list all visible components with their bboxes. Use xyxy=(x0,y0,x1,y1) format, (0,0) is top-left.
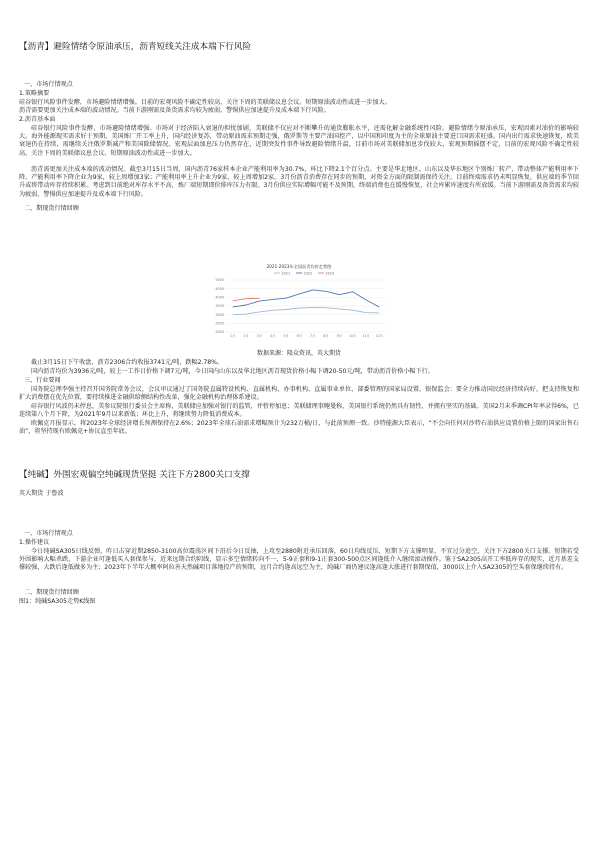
heading-fundamentals: 2.沥青基本面 xyxy=(19,116,56,123)
strategy-paragraph: 硅谷银行风险事件发酵，市场避险情绪增强。目前的宏观风险不确定性较高，关注下周的美联储议息会议。短期原油波动性或进一步加大。 xyxy=(19,99,391,106)
y-tick-label: 3000 xyxy=(215,312,224,317)
chart-legend xyxy=(274,271,334,275)
figure-label: 图1：纯碱SA305走势K线图 xyxy=(19,598,96,605)
x-tick-label: 7月 xyxy=(310,334,316,338)
legend-label: 2023 xyxy=(325,271,335,276)
asphalt-section-title: 【沥青】避险情绪令原油承压，沥青短线关注成本端下行风险 xyxy=(19,42,252,52)
series-line-2023 xyxy=(233,298,260,300)
fundamentals-paragraph: 硅谷银行风险事件发酵，市场避险情绪增强。市场对于经济陷入衰退的担忧加剧，美联储不仅应对不断攀升的通货膨胀水平，还需化解金融系统性风险。避险情绪令原油承压，宏观因素对油价的影响较大。海外能源现实需求好于预期，美国炼厂开工率上升，国内经济复苏，带动原油需求预期走强，俄罗斯等主要产油国控产，以中国和印度为主的全球原油主要进口国需求旺盛。国内出行需求快速恢复，欧美衰退仍在持续，需继续关注俄罗斯减产和美国除储情况。宏观层面加息压力仍然存在，近期突发性事件导致避险情绪升温，目前市场对美联储加息步伐较大，宏观预期摇摆不定，目前的宏观风险不确定性较高，关注下周的美联储议息会议。短期原油波动性或进一步加大。 xyxy=(19,125,579,157)
x-tick-label: 1月 xyxy=(230,334,236,338)
y-tick-label: 2500 xyxy=(215,321,224,326)
heading-market-view: 一、市场行情观点 xyxy=(24,530,73,537)
news-paragraph: 国务院总理李强主持召开国务院常务会议，会议审议通过了国务院直属特设机构、直属机构、办事机构、直属事业单位、部委管理的国家局设置。银保监会：要全力推动国民经济持续向好，把支持恢复和扩大消费摆在优先位置，要持续推进金融供给侧结构性改革，强化金融机构治理体系建设。 xyxy=(19,386,579,402)
chart-source-caption: 数据来源：隆众资讯，英大期货 xyxy=(256,350,341,357)
news-paragraph: 硅谷银行风波仍未停息，美参议院银行委员会主席称，美联储应加强对银行的监管，并暂停加息；美联储理事鲍曼称，美国银行系统仍然具有韧性，并拥有坚实的基础。美国2月未季调CPI年率录得6%，已连续第八个月下降，为2021年9月以来新低；环比上升，将继续努力降低消费成本。 xyxy=(19,403,579,419)
author-line: 英大期货 于鲁波 xyxy=(19,490,64,497)
heading-strategy-summary: 1.策略摘要 xyxy=(19,90,50,97)
x-tick-label: 4月 xyxy=(270,334,276,338)
chart-grid xyxy=(226,280,386,332)
y-tick-label: 4500 xyxy=(215,286,224,291)
legend-label: 2021 xyxy=(281,271,291,276)
review-paragraph: 国内沥青均价为3936元/吨，较上一工作日价格下调7元/吨，今日国内山东以及华北地区沥青现货价格小幅下调20-50元/吨，带动沥青价格小幅下行。 xyxy=(31,368,434,375)
heading-industry-news: 三、行业要闻 xyxy=(24,377,61,384)
y-tick-label: 4000 xyxy=(215,295,224,300)
x-tick-label: 2月 xyxy=(243,334,249,338)
x-tick-label: 5月 xyxy=(283,334,289,338)
chart-x-axis xyxy=(230,333,383,338)
heading-market-review: 二、期现货行情回顾 xyxy=(24,205,79,212)
fundamentals-paragraph: 沥青需更加关注成本端的波动情况。截至3月15日当周，国内沥青76家样本企业产能利用率为30.7%，环比下降2.1个百分点。主要是华北地区、山东以及华东地区个别炼厂转产，带动整体产能利用率下降。产能利用率下降企业为9家，较上周增加3家；产能利用率上升企业为9家，较上周增加2家。3月份沥青消费存在同步的预期，对资金方面的限制需保持关注。目前终端需求仍未明显恢复，供应端的季节回升或将带动库存持续积累。考虑到目前绝对库存水平不高，炼厂端短期即价排库压力有限。3月份供应实际增幅可能不及预期，终端消费也在缓慢恢复，社会库累库速度有所放缓。当前下游刚需及备货需求均较为疲弱，警惕供应加速提升及成本端下行风险。 xyxy=(19,166,579,198)
strategy-paragraph: 沥青需要更加关注成本端的波动情况。当前下游刚需及备货需求均较为疲弱，警惕供应加速提升及成本端下行风险。 xyxy=(19,107,330,114)
review-paragraph: 截止3月15日下午收盘，沥青2306合约收报3741元/吨，跌幅2.78%。 xyxy=(31,359,224,366)
x-tick-label: 12月 xyxy=(375,334,383,338)
x-tick-label: 6月 xyxy=(296,334,302,338)
advice-paragraph: 今日纯碱SA305日线反弹，昨日击穿近期2850-3100高位震荡区间下沿后今日反抽，上攻至2880附近承压回落，60日均线反压，短期下方支撑明显，不宜过分追空，关注下方2800关口支撑。短期若受外围影响大幅杀跌，下游企业可逢低买入套保参与，近来远期合约阴线，显示多空情绪转向不一，5-9正套和9-1正套300-500点区间逢低介入继续滚动操作。鉴于SA2305高开工率低库存的现实，近月基差支撑较强，大跌后逢低做多为主；2023年下半年大概率阿拉善天然碱项目落地投产的预期，远月合约逢高远空为主，纯碱厂商仍建议逢高逢大涨进行套期保值，3000以上介入SA2305的空头套保继续持有。 xyxy=(19,548,579,572)
legend-label: 2022 xyxy=(303,271,313,276)
y-tick-label: 5000 xyxy=(215,278,224,283)
news-paragraph: 欧佩克月报显示，将2023年全球经济增长预测保持在2.6%；2023年全球石油需求增幅预计为232万桶/日，与此前预测一致。沙特能源大臣表示，“不会向任何对沙特石油供应设置价格上限的国家出售石油”，将坚持现有欧佩克+协议直至年底。 xyxy=(19,420,579,436)
x-tick-label: 8月 xyxy=(323,334,329,338)
asphalt-price-chart xyxy=(204,262,394,342)
heading-operation-advice: 1.操作建议 xyxy=(19,539,50,546)
x-tick-label: 10月 xyxy=(349,334,357,338)
x-tick-label: 3月 xyxy=(256,334,262,338)
x-tick-label: 9月 xyxy=(336,334,342,338)
x-tick-label: 11月 xyxy=(362,334,370,338)
y-tick-label: 2000 xyxy=(215,330,224,335)
soda-ash-section-title: 【纯碱】外围宏观偏空纯碱现货坚挺 关注下方2800关口支撑 xyxy=(19,470,250,480)
heading-market-review: 二、期现货行情回顾 xyxy=(24,589,79,596)
series-line-2021 xyxy=(233,307,380,314)
y-tick-label: 3500 xyxy=(215,304,224,309)
chart-y-axis xyxy=(215,278,224,334)
chart-series xyxy=(233,290,380,315)
chart-title: 2021-2023年全国沥青均价走势图 xyxy=(266,264,332,269)
heading-market-view: 一、市场行情观点 xyxy=(24,81,73,88)
